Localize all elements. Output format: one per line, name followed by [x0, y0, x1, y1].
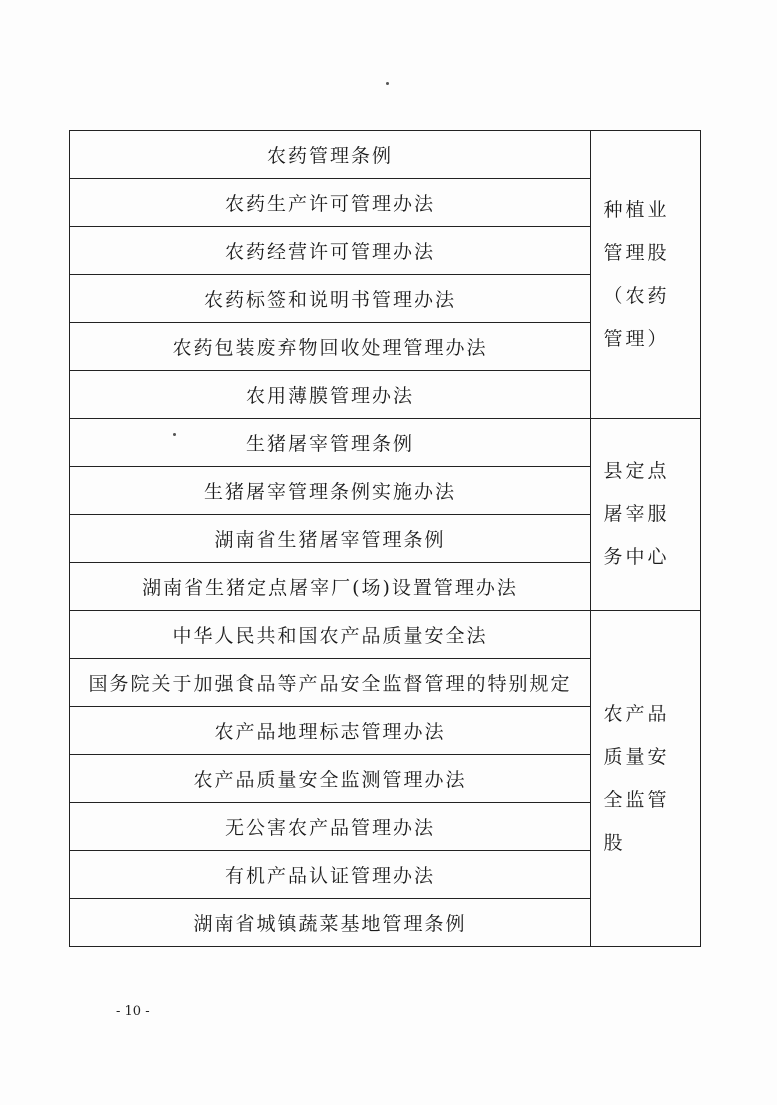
law-cell: 生猪屠宰管理条例实施办法 [70, 467, 591, 515]
table-row [70, 611, 701, 659]
department-label: 种植业管理股（农药管理） [603, 198, 670, 350]
law-cell: 农药经营许可管理办法 [70, 227, 591, 275]
scan-speck [173, 433, 176, 436]
law-cell: 农药管理条例 [70, 131, 591, 179]
scan-speck [386, 82, 389, 85]
law-cell: 无公害农产品管理办法 [70, 803, 591, 851]
law-cell: 湖南省生猪定点屠宰厂(场)设置管理办法 [70, 563, 591, 611]
law-cell: 农用薄膜管理办法 [70, 371, 591, 419]
table-row [70, 131, 701, 179]
law-cell: 农药生产许可管理办法 [70, 179, 591, 227]
law-cell: 国务院关于加强食品等产品安全监督管理的特别规定 [70, 659, 591, 707]
law-cell: 湖南省生猪屠宰管理条例 [70, 515, 591, 563]
law-cell: 中华人民共和国农产品质量安全法 [70, 611, 591, 659]
law-cell: 有机产品认证管理办法 [70, 851, 591, 899]
law-cell: 农药标签和说明书管理办法 [70, 275, 591, 323]
law-cell: 湖南省城镇蔬菜基地管理条例 [70, 899, 591, 947]
department-cell [591, 131, 701, 419]
page-number: - 10 - [116, 1004, 150, 1019]
law-cell: 生猪屠宰管理条例 [70, 419, 591, 467]
department-label: 县定点屠宰服务中心 [603, 460, 670, 568]
law-cell: 农产品质量安全监测管理办法 [70, 755, 591, 803]
law-cell: 农产品地理标志管理办法 [70, 707, 591, 755]
department-label: 农产品质量安全监管股 [603, 702, 670, 854]
department-cell [591, 611, 701, 947]
law-cell: 农药包装废弃物回收处理管理办法 [70, 323, 591, 371]
table-row [70, 419, 701, 467]
department-cell [591, 419, 701, 611]
regulations-table [69, 130, 701, 947]
